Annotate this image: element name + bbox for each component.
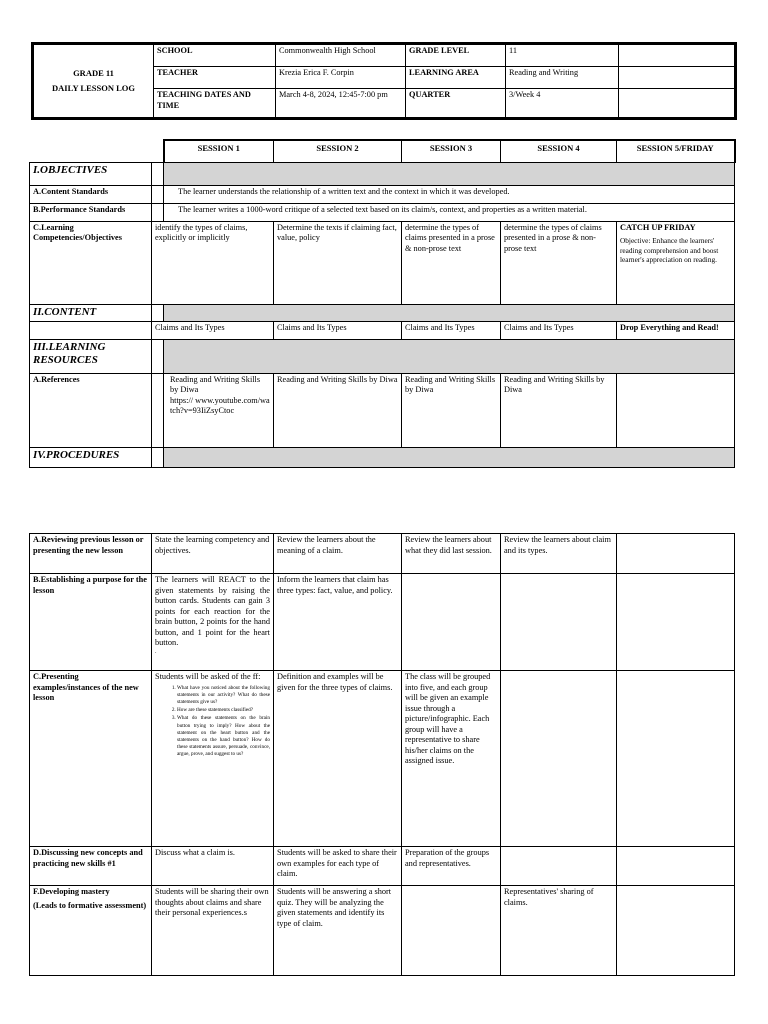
- content-heading: II.CONTENT: [30, 304, 152, 321]
- session-1-header: SESSION 1: [164, 140, 274, 162]
- procedure-f-session-5: [617, 886, 735, 976]
- procedure-b-session-4: [501, 574, 617, 671]
- content-session-5: Drop Everything and Read!: [617, 321, 735, 339]
- content-blank: [30, 321, 152, 339]
- guide-questions-list: [155, 685, 270, 759]
- content-session-3: Claims and Its Types: [402, 321, 501, 339]
- procedure-a-session-4: Review the learners about claim and its types.: [501, 534, 617, 574]
- procedures-heading: IV.PROCEDURES: [30, 447, 152, 467]
- procedure-d-label: D.Discussing new concepts and practicing new skills #1: [30, 847, 152, 886]
- competency-session-4: determine the types of claims presented in a prose & non-prose text: [501, 221, 617, 304]
- gray-band: [164, 339, 735, 373]
- session-5-header: SESSION 5/FRIDAY: [617, 140, 735, 162]
- procedure-b-session-5: [617, 574, 735, 671]
- competency-session-3: determine the types of claims presented in a prose & non-prose text: [402, 221, 501, 304]
- procedure-c-label: C.Presenting examples/instances of the new lesson: [30, 671, 152, 847]
- session-4-header: SESSION 4: [501, 140, 617, 162]
- gray-band: [164, 447, 735, 467]
- procedure-d-session-4: [501, 847, 617, 886]
- competencies-label: C.Learning Competencies/Objectives: [30, 221, 152, 304]
- reference-session-5: [617, 373, 735, 447]
- procedure-f-session-4: Representatives' sharing of claims.: [501, 886, 617, 976]
- procedure-c-session-3: The class will be grouped into five, and each group will be given an example issue through a picture/infographic. Each group will have a representative to share his/her claims on the assigned issue.: [402, 671, 501, 847]
- procedure-c-session-5: [617, 671, 735, 847]
- procedure-b-label: B.Establishing a purpose for the lesson: [30, 574, 152, 671]
- dates-value: March 4-8, 2024, 12:45-7:00 pm: [276, 89, 406, 119]
- session-2-header: SESSION 2: [274, 140, 402, 162]
- procedure-b-text: The learners will REACT to the given statements by raising the button cards. Students can gain 3 points for each reaction for the brain button, 2 points for the hand button, and 1 point for the heart button.: [155, 575, 270, 647]
- reference-book: Reading and Writing Skills by Diwa: [170, 374, 261, 394]
- procedure-b-session-3: [402, 574, 501, 671]
- content-session-4: Claims and Its Types: [501, 321, 617, 339]
- teacher-value: Krezia Erica F. Corpin: [276, 67, 406, 89]
- procedure-d-session-5: [617, 847, 735, 886]
- dates-label: TEACHING DATES AND TIME: [154, 89, 276, 119]
- references-label: A.References: [30, 373, 152, 447]
- performance-standards-label: B.Performance Standards: [30, 203, 152, 221]
- resources-heading: III.LEARNING RESOURCES: [30, 339, 152, 373]
- header-empty-cell: [619, 67, 736, 89]
- procedure-d-session-3: Preparation of the groups and representatives.: [402, 847, 501, 886]
- lesson-table-procedures: [29, 533, 735, 976]
- grade-level-value: 11: [506, 44, 619, 67]
- log-title-line: DAILY LESSON LOG: [52, 83, 135, 93]
- catch-up-friday-title: CATCH UP FRIDAY: [620, 222, 696, 232]
- reference-url[interactable]: https:// www.youtube.com/watch?v=93IiZsyCtoc: [170, 395, 270, 415]
- guide-question: 1. What have you noticed about the following statements in our activity? What do these statements give us?: [177, 685, 270, 707]
- header-empty-cell: [619, 44, 736, 67]
- reference-session-1: [164, 373, 274, 447]
- procedure-a-label: A.Reviewing previous lesson or presenting the new lesson: [30, 534, 152, 574]
- objectives-heading: I.OBJECTIVES: [30, 162, 152, 185]
- reference-session-2: Reading and Writing Skills by Diwa: [274, 373, 402, 447]
- procedure-d-session-1: Discuss what a claim is.: [152, 847, 274, 886]
- spacer-cell: [152, 185, 164, 203]
- procedure-a-session-3: Review the learners about what they did last session.: [402, 534, 501, 574]
- content-session-2: Claims and Its Types: [274, 321, 402, 339]
- procedure-c-session-4: [501, 671, 617, 847]
- guide-question: 3. What do these statements on the brain button trying to imply? How about the statement on the heart button and the statements on the hand button? How do these statements assure, persuade, convince, argue, prove, and suggest to us?: [177, 715, 270, 758]
- log-title: [33, 44, 154, 119]
- header-empty-cell: [619, 89, 736, 119]
- procedure-a-session-2: Review the learners about the meaning of a claim.: [274, 534, 402, 574]
- competency-session-1: identify the types of claims, explicitly or implicitly: [152, 221, 274, 304]
- content-session-1: Claims and Its Types: [152, 321, 274, 339]
- guide-question: 2. How are these statements classified?: [177, 707, 270, 714]
- procedure-b-tail: .: [155, 648, 157, 655]
- header-table: [31, 42, 737, 120]
- procedure-d-session-2: Students will be asked to share their own examples for each type of claim.: [274, 847, 402, 886]
- procedure-c-session-2: Definition and examples will be given for the three types of claims.: [274, 671, 402, 847]
- reference-session-4: Reading and Writing Skills by Diwa: [501, 373, 617, 447]
- reference-session-3: Reading and Writing Skills by Diwa: [402, 373, 501, 447]
- quarter-value: 3/Week 4: [506, 89, 619, 119]
- procedure-f-label: [30, 886, 152, 976]
- spacer-cell: [152, 304, 164, 321]
- spacer-cell: [152, 447, 164, 467]
- grade-title: GRADE 11: [73, 68, 114, 78]
- gray-band: [164, 304, 735, 321]
- procedure-a-session-5: [617, 534, 735, 574]
- catch-up-friday-text: Objective: Enhance the learners' reading comprehension and boost learner's appreciation on reading.: [620, 236, 719, 264]
- procedure-f-session-1: Students will be sharing their own thoughts about claims and share their personal experiences.s: [152, 886, 274, 976]
- grade-level-label: GRADE LEVEL: [406, 44, 506, 67]
- procedure-c-session-1: [152, 671, 274, 847]
- competency-session-5: [617, 221, 735, 304]
- competency-session-2: Determine the texts if claiming fact, value, policy: [274, 221, 402, 304]
- spacer-cell: [152, 203, 164, 221]
- lesson-table-top: [29, 139, 736, 468]
- spacer-cell: [152, 162, 164, 185]
- gray-band: [164, 162, 735, 185]
- quarter-label: QUARTER: [406, 89, 506, 119]
- content-standards-label: A.Content Standards: [30, 185, 152, 203]
- learning-area-value: Reading and Writing: [506, 67, 619, 89]
- procedure-f-session-3: [402, 886, 501, 976]
- session-3-header: SESSION 3: [402, 140, 501, 162]
- blank-corner: [30, 140, 164, 162]
- procedure-c-intro: Students will be asked of the ff:: [155, 672, 261, 681]
- performance-standards-text: The learner writes a 1000-word critique of a selected text based on its claim/s, context, and properties as a written material.: [164, 203, 735, 221]
- procedure-b-session-1: [152, 574, 274, 671]
- spacer-cell: [152, 339, 164, 373]
- school-value: Commonwealth High School: [276, 44, 406, 67]
- teacher-label: TEACHER: [154, 67, 276, 89]
- learning-area-label: LEARNING AREA: [406, 67, 506, 89]
- school-label: SCHOOL: [154, 44, 276, 67]
- procedure-b-session-2: Inform the learners that claim has three types: fact, value, and policy.: [274, 574, 402, 671]
- procedure-f-subtitle: (Leads to formative assessment): [33, 900, 147, 910]
- content-standards-text: The learner understands the relationship of a written text and the context in which it was developed.: [164, 185, 735, 203]
- procedure-f-session-2: Students will be answering a short quiz. They will be analyzing the given statements and identify its type of claim.: [274, 886, 402, 976]
- procedure-f-title: F.Developing mastery: [33, 887, 110, 896]
- procedure-a-session-1: State the learning competency and objectives.: [152, 534, 274, 574]
- spacer-cell: [152, 373, 164, 447]
